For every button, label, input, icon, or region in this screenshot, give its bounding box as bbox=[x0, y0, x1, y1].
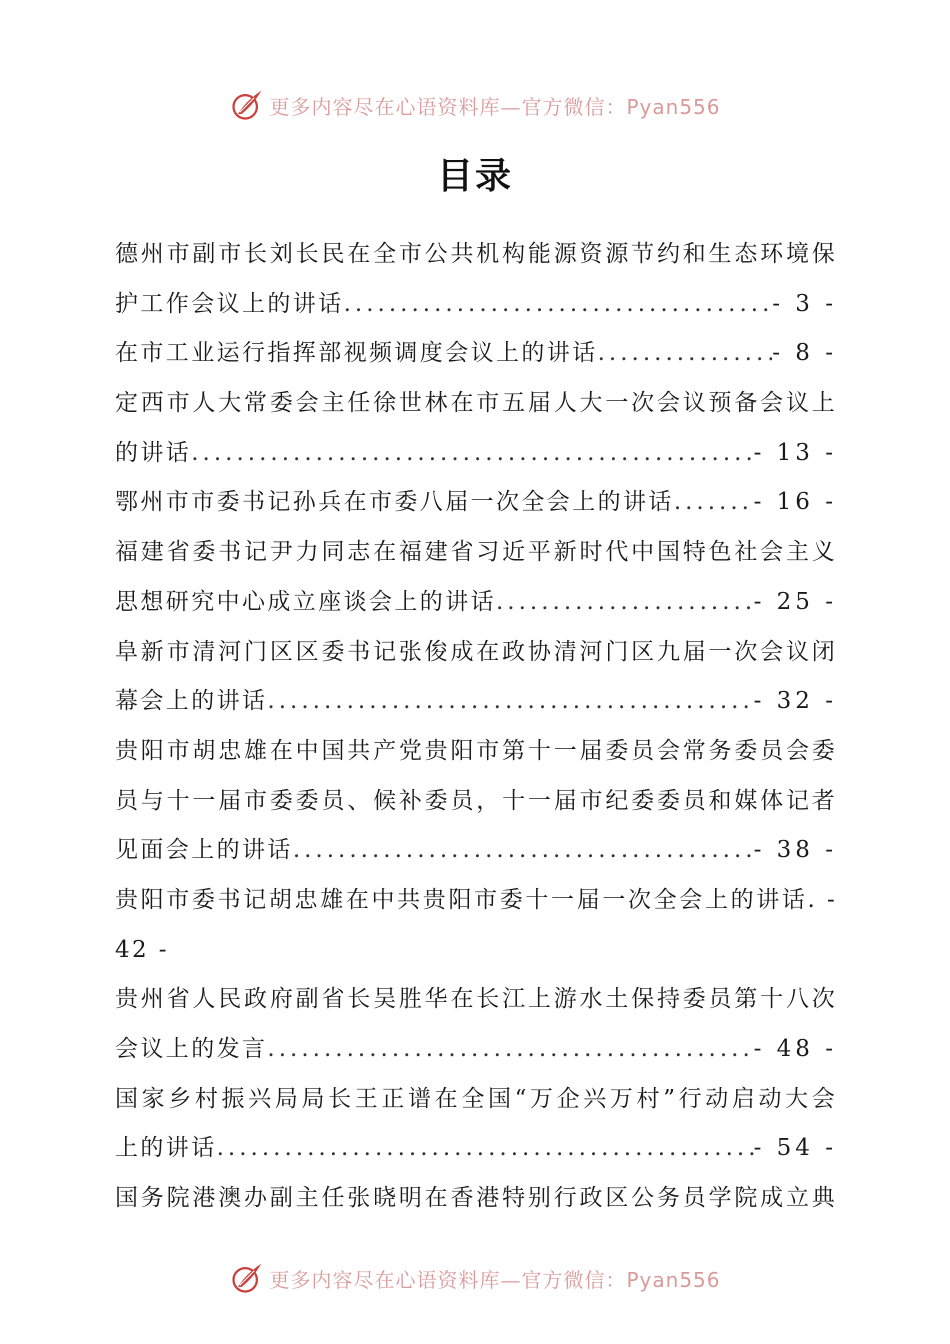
dot-leader bbox=[267, 677, 753, 727]
toc-line[interactable] bbox=[115, 826, 837, 876]
toc-line[interactable]: 贵阳市胡忠雄在中国共产党贵阳市第十一届委员会常务委员会委 bbox=[115, 737, 837, 764]
toc-line[interactable]: 贵州省人民政府副省长吴胜华在长江上游水土保持委员第十八次 bbox=[115, 986, 837, 1013]
page-number: - 32 - bbox=[753, 688, 837, 715]
toc-line[interactable]: 德州市副市长刘长民在全市公共机构能源资源节约和生态环境保 bbox=[115, 241, 837, 267]
quill-logo-icon bbox=[229, 87, 265, 123]
dot-leader bbox=[344, 280, 773, 330]
page-number: - 3 - bbox=[772, 290, 837, 317]
toc-title: 鄂州市市委书记孙兵在市委八届一次全会上的讲话 bbox=[115, 489, 674, 516]
toc-line[interactable] bbox=[115, 429, 837, 479]
dot-leader bbox=[217, 1124, 754, 1174]
watermark-wechat-id: Pyan556 bbox=[626, 1267, 721, 1292]
toc-line[interactable] bbox=[115, 1124, 837, 1174]
dot-leader bbox=[674, 478, 754, 528]
page-number: - 54 - bbox=[753, 1135, 837, 1162]
quill-logo-icon bbox=[229, 1260, 265, 1296]
toc-title: 在市工业运行指挥部视频调度会议上的讲话 bbox=[115, 340, 598, 367]
toc-line[interactable]: 42 - bbox=[115, 936, 169, 963]
toc-line[interactable] bbox=[115, 478, 837, 528]
table-of-contents bbox=[115, 230, 837, 1224]
toc-title: 思想研究中心成立座谈会上的讲话 bbox=[115, 588, 496, 615]
toc-line[interactable]: 国务院港澳办副主任张晓明在香港特别行政区公务员学院成立典 bbox=[115, 1185, 837, 1212]
dot-leader bbox=[598, 329, 773, 379]
toc-line[interactable] bbox=[115, 329, 837, 379]
toc-line[interactable]: 员与十一届市委委员、候补委员，十一届市纪委委员和媒体记者 bbox=[115, 787, 837, 814]
dot-leader bbox=[267, 1025, 753, 1075]
page-number: - 16 - bbox=[753, 489, 837, 516]
toc-title: 上的讲话 bbox=[115, 1135, 217, 1162]
page-number: - 8 - bbox=[772, 340, 837, 367]
toc-title: 护工作会议上的讲话 bbox=[115, 290, 344, 317]
toc-line[interactable] bbox=[115, 677, 837, 727]
toc-title: 见面会上的讲话 bbox=[115, 837, 293, 864]
toc-line[interactable]: 贵阳市委书记胡忠雄在中共贵阳市委十一届一次全会上的讲话. - bbox=[115, 886, 837, 913]
page-title: 目录 bbox=[436, 155, 513, 197]
page-number: - 13 - bbox=[753, 439, 837, 466]
watermark-text: 更多内容尽在心语资料库—官方微信： bbox=[269, 94, 627, 119]
toc-line[interactable]: 阜新市清河门区区委书记张俊成在政协清河门区九届一次会议闭 bbox=[115, 638, 837, 665]
toc-title: 会议上的发言 bbox=[115, 1036, 268, 1062]
toc-line[interactable]: 定西市人大常委会主任徐世林在市五届人大一次会议预备会议上 bbox=[115, 390, 837, 417]
toc-line[interactable]: 福建省委书记尹力同志在福建省习近平新时代中国特色社会主义 bbox=[115, 539, 837, 566]
page-number: - 48 - bbox=[753, 1036, 837, 1062]
dot-leader bbox=[293, 826, 754, 876]
watermark-wechat-id: Pyan556 bbox=[626, 94, 721, 119]
header-watermark bbox=[0, 85, 950, 125]
dot-leader bbox=[191, 429, 753, 479]
dot-leader bbox=[496, 578, 754, 628]
toc-title: 幕会上的讲话 bbox=[115, 688, 268, 715]
toc-line[interactable] bbox=[115, 1025, 837, 1075]
watermark-text: 更多内容尽在心语资料库—官方微信： bbox=[269, 1267, 627, 1292]
toc-line[interactable] bbox=[115, 280, 837, 330]
page-number: - 25 - bbox=[753, 588, 837, 615]
footer-watermark bbox=[0, 1258, 950, 1298]
toc-line[interactable] bbox=[115, 578, 837, 628]
page-number: - 38 - bbox=[753, 837, 837, 864]
toc-title: 的讲话 bbox=[115, 439, 192, 466]
toc-line[interactable]: 国家乡村振兴局局长王正谱在全国“万企兴万村”行动启动大会 bbox=[115, 1085, 837, 1112]
